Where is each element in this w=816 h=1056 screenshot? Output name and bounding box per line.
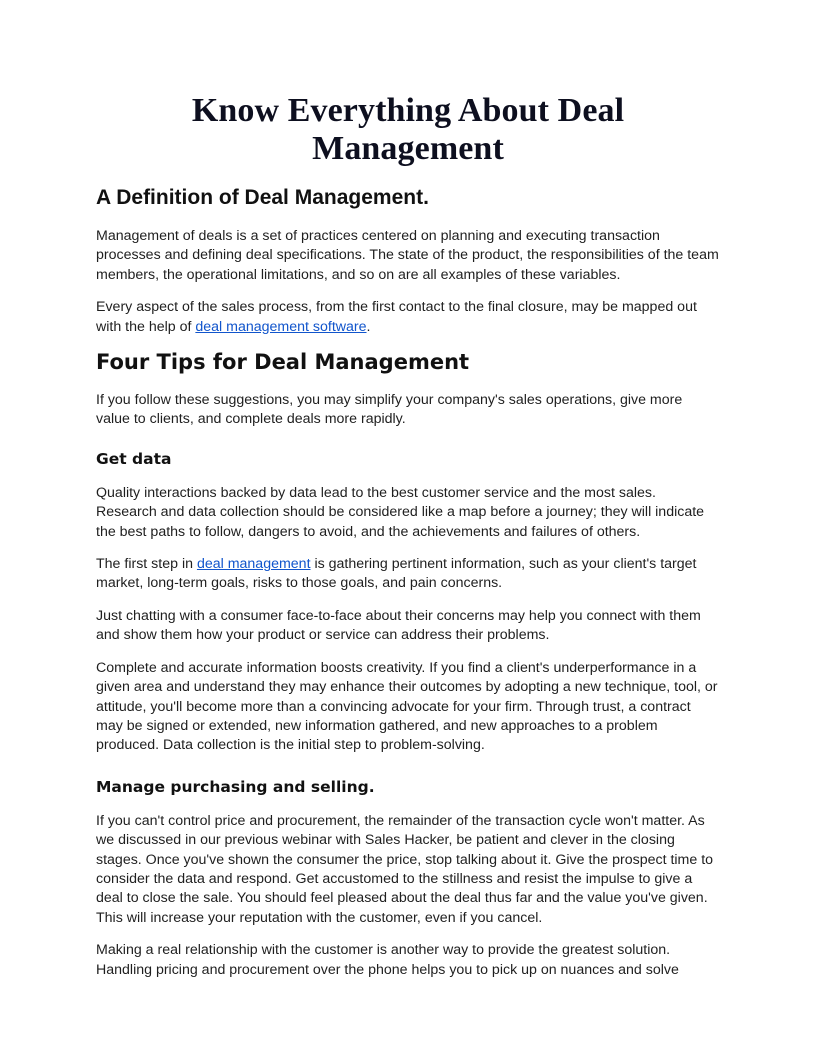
- paragraph: If you can't control price and procurement, the remainder of the transaction cycle won't matter. As we discussed in our previous webinar with Sales Hacker, be patient and clever in the closing stages. Once you've shown the consumer the price, stop talking about it. Give the prospect time to consider the data and respond. Get accustomed to the stillness and resist the impulse to give a deal to close the sale. You should feel pleased about the deal thus far and the value you've given. This will increase your reputation with the customer, even if you cancel.: [96, 812, 714, 926]
- deal-management-link[interactable]: deal management: [196, 556, 311, 573]
- subheading-get-data: Get data: [96, 449, 172, 468]
- section-heading-four-tips: Four Tips for Deal Management: [96, 350, 470, 375]
- subheading-manage-purchasing: Manage purchasing and selling.: [96, 777, 375, 796]
- paragraph: The first step in deal management is gathering pertinent information, such as your client's target market, long-term goals, risks to those goals, and pain concerns.: [96, 556, 697, 592]
- section-heading-definition: A Definition of Deal Management.: [96, 186, 429, 209]
- deal-management-software-link[interactable]: deal management software: [195, 318, 367, 335]
- paragraph: Just chatting with a consumer face-to-face about their concerns may help you connect with them and show them how your product or service can address their problems.: [96, 607, 701, 644]
- paragraph: Complete and accurate information boosts creativity. If you find a client's underperformance in a given area and understand they may enhance their outcomes by adopting a new technique, tool, or attitude, you'll become more than a convincing advocate for your firm. Through trust, a contract may be signed or extended, new information gathered, and new approaches to a problem produced. Data collection is the initial step to problem-solving.: [96, 659, 718, 754]
- paragraph: If you follow these suggestions, you may simplify your company's sales operations, give more value to clients, and complete deals more rapidly.: [96, 392, 683, 428]
- paragraph: Management of deals is a set of practices centered on planning and executing transaction processes and defining deal specifications. The state of the product, the responsibilities of the team members, the operational limitations, and so on are all examples of these variables.: [96, 228, 719, 283]
- paragraph: Quality interactions backed by data lead to the best customer service and the most sales. Research and data collection should be considered like a map before a journey; they will indicate the best paths to follow, dangers to avoid, and the achievements and failures of others.: [96, 484, 705, 540]
- paragraph: Making a real relationship with the customer is another way to provide the greatest solution. Handling pricing and procurement over the phone helps you to pick up on nuances and solve: [96, 942, 679, 978]
- paragraph: Every aspect of the sales process, from the first contact to the final closure, may be mapped out with the help of deal management software.: [96, 299, 697, 335]
- page-title: Know Everything About Deal Management: [191, 92, 625, 167]
